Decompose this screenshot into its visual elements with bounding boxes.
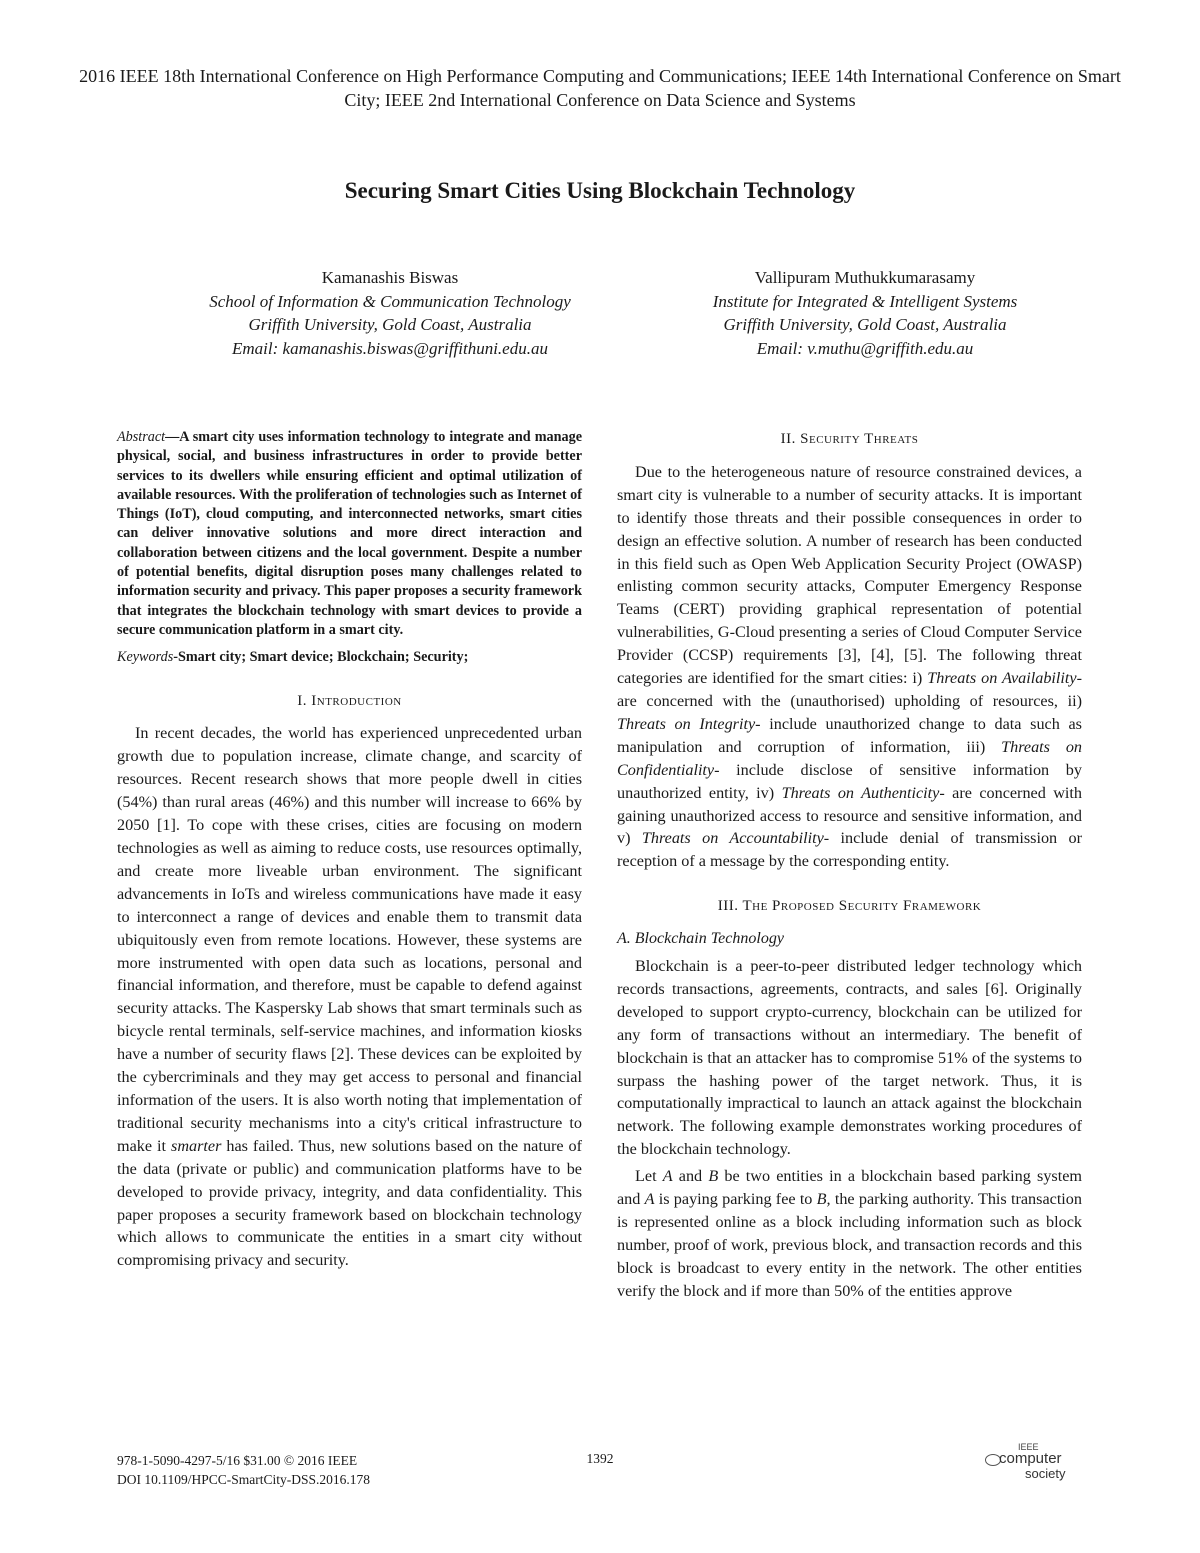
blockchain-paragraph-2 [617, 1165, 1082, 1302]
threats-text-a: Due to the heterogeneous nature of resource constrained devices, a smart city is vulnerable to a number of security attacks. It is important to identify those threats and their possible consequences in order to design an effective solution. A number of research has been conducted in this field such as Open Web Application Security Project (OWASP) enlisting common security attacks, Computer Emergency Response Teams (CERT) providing graphical representation of potential vulnerabilities, G-Cloud presenting a series of Cloud Computer Service Provider (CCSP) requirements [3], [4], [5]. The following threat categories are identified for the smart cities: i) [617, 462, 1082, 688]
section-heading-introduction: I. Introduction [297, 692, 402, 709]
threats-paragraph [617, 461, 1082, 873]
bc-text-c: be two entities in a blockchain based parking system and [617, 1167, 1082, 1209]
intro-text-a: In recent decades, the world has experienced unprecedented urban growth due to population increase, climate change, and scarcity of resources. Recent research shows that more people dwell in cities (54%) than rural areas (46%) and this number will increase to 66% by 2050 [1]. To cope with these crises, cities are focusing on modern technologies as well as aiming to reduce costs, use resources optimally, and create more liveable urban environment. The significant advancements in IoTs and wireless communications have made it easy to interconnect a range of devices and enable them to transmit data ubiquitously even from remote locations. However, these systems are more instrumented with open data such as locations, personal and financial information, and therefore, must be capable to defend against security attacks. The Kaspersky Lab shows that smart terminals such as bicycle rental terminals, self-service machines, and information kiosks have a number of security flaws [2]. These devices can be exploited by the cybercriminals and they may get access to personal and financial information of the users. It is also worth noting that implementation of traditional security mechanisms into a city's critical infrastructure to make it [117, 724, 582, 1155]
logo-ieee-text: IEEE [1018, 1442, 1039, 1452]
footer-isbn: 978-1-5090-4297-5/16 $31.00 © 2016 IEEE [117, 1453, 358, 1468]
threat-integrity: Threats on Integrity- [617, 714, 761, 733]
entity-b: B [708, 1167, 719, 1186]
bc-text-d: is paying parking fee to [654, 1190, 817, 1209]
threat-confidentiality: Threats on Confidentiality- [617, 737, 1083, 779]
author-block-1 [130, 266, 650, 360]
page-number: 1392 [586, 1451, 614, 1466]
keywords-lead: Keywords [117, 649, 174, 666]
footer-doi: DOI 10.1109/HPCC-SmartCity-DSS.2016.178 [117, 1472, 371, 1487]
logo-line-1: computer [999, 1450, 1062, 1467]
intro-text-b: has failed. Thus, new solutions based on the nature of the data (private or public) and communication platforms have to be developed to provide privacy, integrity, and data confidentiality. This paper proposes a security framework based on blockchain technology which allows to communicate the entities in a smart city without compromising privacy and security. [117, 1136, 582, 1270]
intro-paragraph [117, 722, 582, 1272]
author-email[interactable]: Email: v.muthu@griffith.edu.au [756, 338, 974, 358]
threat-availability: Threats on Availability- [927, 669, 1082, 688]
keywords [117, 648, 582, 667]
subsection-heading-blockchain: A. Blockchain Technology [617, 930, 784, 948]
paper-title: Securing Smart Cities Using Blockchain Technology [344, 178, 856, 203]
logo-line-2: society [1025, 1466, 1066, 1481]
author-block-2 [605, 266, 1125, 360]
author-name: Kamanashis Biswas [321, 268, 459, 287]
conference-header: 2016 IEEE 18th International Conference on High Performance Computing and Communications; IEEE 14th International Conference on Smart City; IEEE 2nd International Conference on Data Science and Systems [79, 66, 1121, 110]
author-affiliation: Institute for Integrated & Intelligent Systems [712, 291, 1018, 311]
entity-a: A [662, 1167, 673, 1186]
threats-text-b: are concerned with the (unauthorised) upholding of resources, ii) [617, 691, 1082, 710]
section-heading-threats: II. Security Threats [780, 431, 919, 447]
blockchain-paragraph-1: Blockchain is a peer-to-peer distributed ledger technology which records transactions, agreements, contracts, and sales [6]. Originally developed to support crypto-currency, blockchain can be utilized for any form of transactions without an intermediary. The benefit of blockchain is that an attacker has to compromise 51% of the systems to surpass the hashing power of the target network. Thus, it is computationally impractical to launch an attack against the blockchain network. The following example demonstrates working procedures of the blockchain technology. [617, 957, 1082, 1159]
author-name: Vallipuram Muthukkumarasamy [754, 268, 976, 287]
intro-text-emphasis: smarter [171, 1136, 222, 1155]
threats-text-c: include unauthorized change to data such as manipulation and corruption of information, iii) [617, 714, 1082, 756]
entity-b: B, [816, 1190, 831, 1209]
threats-text-d: include disclose of sensitive information by unauthorized entity, iv) [617, 760, 1082, 802]
entity-a: A [644, 1190, 655, 1209]
threats-text-f: are concerned with gaining unauthorized access to resource and sensitive information, and v) [617, 783, 1083, 848]
computer-society-logo [985, 1442, 1095, 1486]
author-location: Griffith University, Gold Coast, Australia [248, 315, 532, 334]
abstract [117, 428, 582, 640]
threats-text-g: include denial of transmission or reception of a message by the corresponding entity. [617, 829, 1082, 871]
abstract-lead: Abstract [117, 429, 166, 445]
abstract-text: —A smart city uses information technology to integrate and manage physical, social, and business infrastructures in order to provide better services to its dwellers while ensuring efficient and optimal utilization of available resources. With the proliferation of technologies such as Internet of Things (IoT), cloud computing, and interconnected networks, smart cities can deliver innovative solutions and more direct interaction and collaboration between citizens and the local government. Despite a number of potential benefits, digital disruption poses many challenges related to information security and privacy. This paper proposes a security framework that integrates the blockchain technology with smart devices to provide a secure communication platform in a smart city. [117, 429, 582, 638]
author-email[interactable]: Email: kamanashis.biswas@griffithuni.edu.au [232, 338, 548, 358]
threat-accountability: Threats on Accountability- [641, 829, 830, 848]
section-heading-framework: III. The Proposed Security Framework [717, 898, 982, 915]
bc-text-a: Let [635, 1167, 663, 1186]
author-location: Griffith University, Gold Coast, Australia [723, 315, 1007, 334]
footer-citation [117, 1451, 370, 1489]
bc-text-b: and [672, 1167, 709, 1186]
bc-text-e: the parking authority. This transaction is represented online as a block including information such as block number, proof of work, previous block, and transaction records and this block is broadcast to every entity in the network. The other entities verify the block and if more than 50% of the entities approve [617, 1190, 1082, 1300]
threat-authenticity: Threats on Authenticity- [781, 783, 945, 802]
author-affiliation: School of Information & Communication Technology [209, 291, 571, 311]
keywords-text: -Smart city; Smart device; Blockchain; Security; [173, 649, 469, 666]
right-column [617, 428, 1082, 1303]
left-column [117, 428, 582, 1272]
